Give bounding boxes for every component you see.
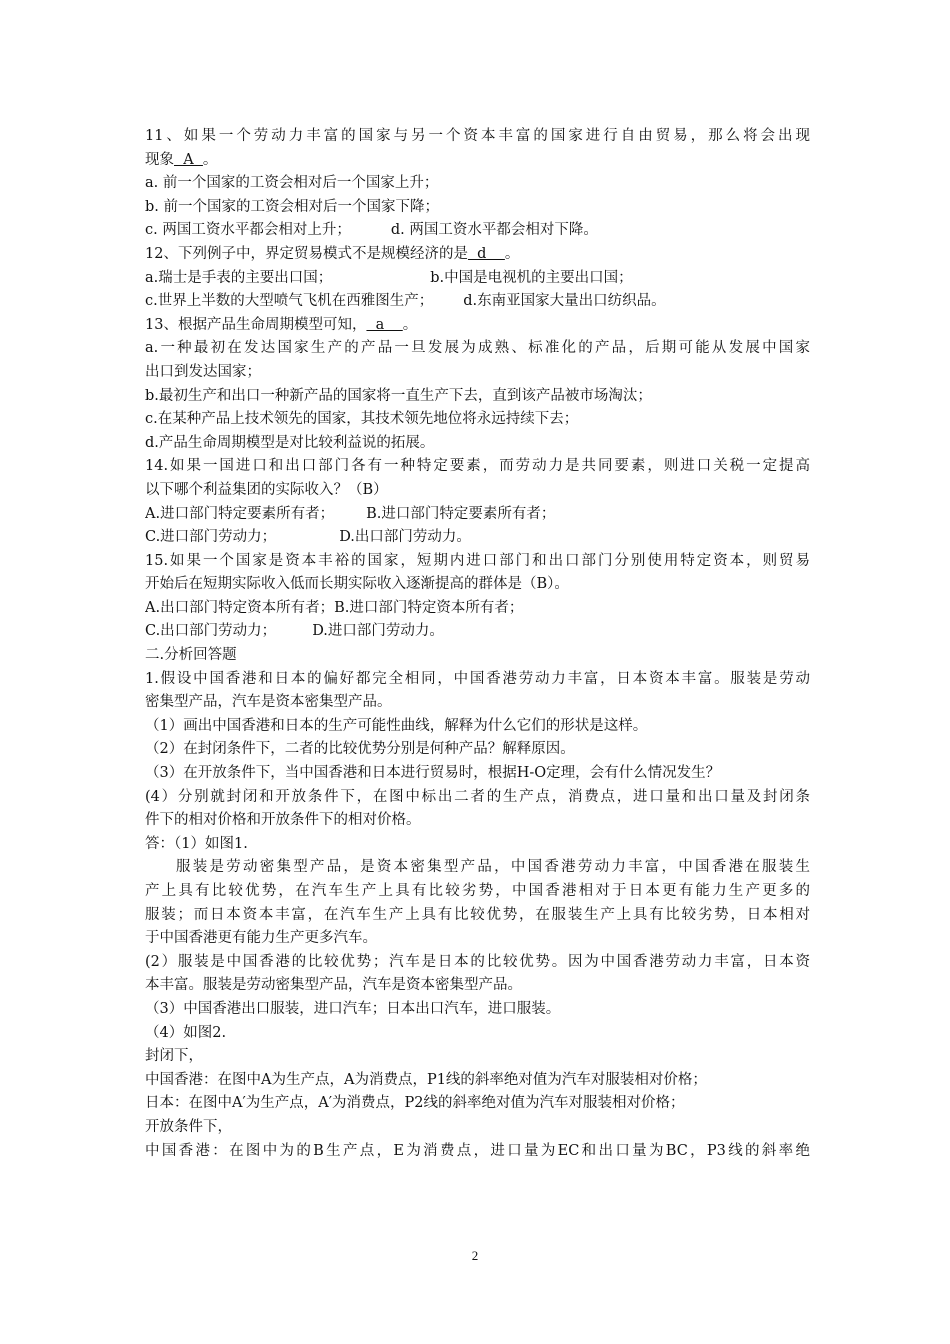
answer-1-para-2: 产上具有比较优势，在汽车生产上具有比较劣势，中国香港相对于日本更有能力生产更多的 [145, 883, 810, 899]
q12-answer: d [467, 245, 505, 262]
section-heading: 二.分析回答题 [145, 647, 237, 664]
page-number: 2 [471, 1248, 479, 1263]
q13-option-a-2: 出口到发达国家； [145, 363, 261, 380]
q1-part-1: （1）画出中国香港和日本的生产可能性曲线，解释为什么它们的形状是这样。 [145, 717, 648, 734]
q1-part-4-2: 件下的相对价格和开放条件下的相对价格。 [145, 812, 421, 829]
q1-intro-1: 1.假设中国香港和日本的偏好都完全相同，中国香港劳动力丰富，日本资本丰富。服装是劳动 [145, 670, 810, 687]
answer-2-1: (2）服装是中国香港的比较优势；汽车是日本的比较优势。因为中国香港劳动力丰富，日本资 [145, 953, 810, 970]
q13-answer: a [366, 316, 403, 333]
closed-japan: 日本：在图中A′为生产点，A′为消费点，P2线的斜率绝对值为汽车对服装相对价格； [145, 1095, 685, 1112]
q12-option-ab: a.瑞士是手表的主要出口国； b.中国是电视机的主要出口国； [145, 269, 633, 286]
q15-line-1: 15.如果一个国家是资本丰裕的国家，短期内进口部门和出口部门分别使用特定资本，则贸易 [145, 552, 810, 569]
q11-option-cd: c. 两国工资水平都会相对上升； d. 两国工资水平都会相对下降。 [145, 222, 598, 239]
answer-1-para-1: 服装是劳动密集型产品，是资本密集型产品，中国香港劳动力丰富，中国香港在服装生 [176, 859, 810, 876]
answer-1-para-4: 于中国香港更有能力生产更多汽车。 [145, 930, 377, 947]
answer-1-para-3: 服装；而日本资本丰富，在汽车生产上具有比较优势，在服装生产上具有比较劣势，日本相对 [145, 906, 810, 923]
q14-line-1: 14.如果一国进口和出口部门各有一种特定要素，而劳动力是共同要素，则进口关税一定提高 [145, 458, 810, 475]
answer-1: 答：（1）如图1. [145, 835, 248, 852]
open-hk: 中国香港：在图中为的B生产点，E为消费点，进口量为EC和出口量为BC，P3线的斜率绝 [145, 1142, 810, 1159]
q13-option-c: c.在某种产品上技术领先的国家，其技术领先地位将永远持续下去； [145, 411, 579, 428]
q13-option-d: d.产品生命周期模型是对比较利益说的拓展。 [145, 434, 435, 451]
q13-option-a-1: a.一种最初在发达国家生产的产品一旦发展为成熟、标准化的产品，后期可能从发展中国家 [145, 340, 810, 357]
q1-part-3: （3）在开放条件下，当中国香港和日本进行贸易时，根据H-O定理，会有什么情况发生？ [145, 765, 721, 782]
answer-4: （4）如图2. [145, 1024, 227, 1041]
q15-line-2: 开始后在短期实际收入低而长期实际收入逐渐提高的群体是（B）。 [145, 576, 569, 593]
q11-option-a: a. 前一个国家的工资会相对后一个国家上升； [145, 175, 439, 192]
q11-option-b: b. 前一个国家的工资会相对后一个国家下降； [145, 198, 439, 215]
q11-line-2: 现象 A 。 [145, 151, 218, 168]
q15-option-ab: A.出口部门特定资本所有者；B.进口部门特定资本所有者； [145, 599, 524, 616]
q11-answer: A [174, 151, 203, 168]
q14-line-2: 以下哪个利益集团的实际收入？（B） [145, 481, 388, 498]
q11-line-1: 11、如果一个劳动力丰富的国家与另一个资本丰富的国家进行自由贸易，那么将会出现 [145, 128, 810, 144]
q12-option-cd: c.世界上半数的大型喷气飞机在西雅图生产； d.东南亚国家大量出口纺织品。 [145, 293, 666, 310]
q13-option-b: b.最初生产和出口一种新产品的国家将一直生产下去，直到该产品被市场淘汰； [145, 387, 652, 404]
open-heading: 开放条件下， [145, 1118, 232, 1135]
q15-option-cd: C.出口部门劳动力； D.进口部门劳动力。 [145, 623, 444, 640]
q12-line: 12、下列例子中，界定贸易模式不是规模经济的是 d 。 [145, 245, 520, 262]
q14-option-cd: C.进口部门劳动力； D.出口部门劳动力。 [145, 529, 471, 546]
answer-2-2: 本丰富。服装是劳动密集型产品，汽车是资本密集型产品。 [145, 977, 522, 994]
q1-intro-2: 密集型产品，汽车是资本密集型产品。 [145, 694, 392, 711]
q14-option-ab: A.进口部门特定要素所有者； B.进口部门特定要素所有者； [145, 505, 556, 522]
answer-3: （3）中国香港出口服装，进口汽车；日本出口汽车，进口服装。 [145, 1000, 561, 1017]
document-body [145, 125, 810, 1163]
q1-part-4-1: (4）分别就封闭和开放条件下，在图中标出二者的生产点，消费点，进口量和出口量及封闭条 [145, 788, 810, 805]
closed-heading: 封闭下， [145, 1048, 203, 1065]
closed-hk: 中国香港：在图中A为生产点，A为消费点，P1线的斜率绝对值为汽车对服装相对价格； [145, 1071, 707, 1088]
q13-line: 13、根据产品生命周期模型可知， a 。 [145, 316, 418, 333]
q1-part-2: （2）在封闭条件下，二者的比较优势分别是何种产品？解释原因。 [145, 741, 575, 758]
